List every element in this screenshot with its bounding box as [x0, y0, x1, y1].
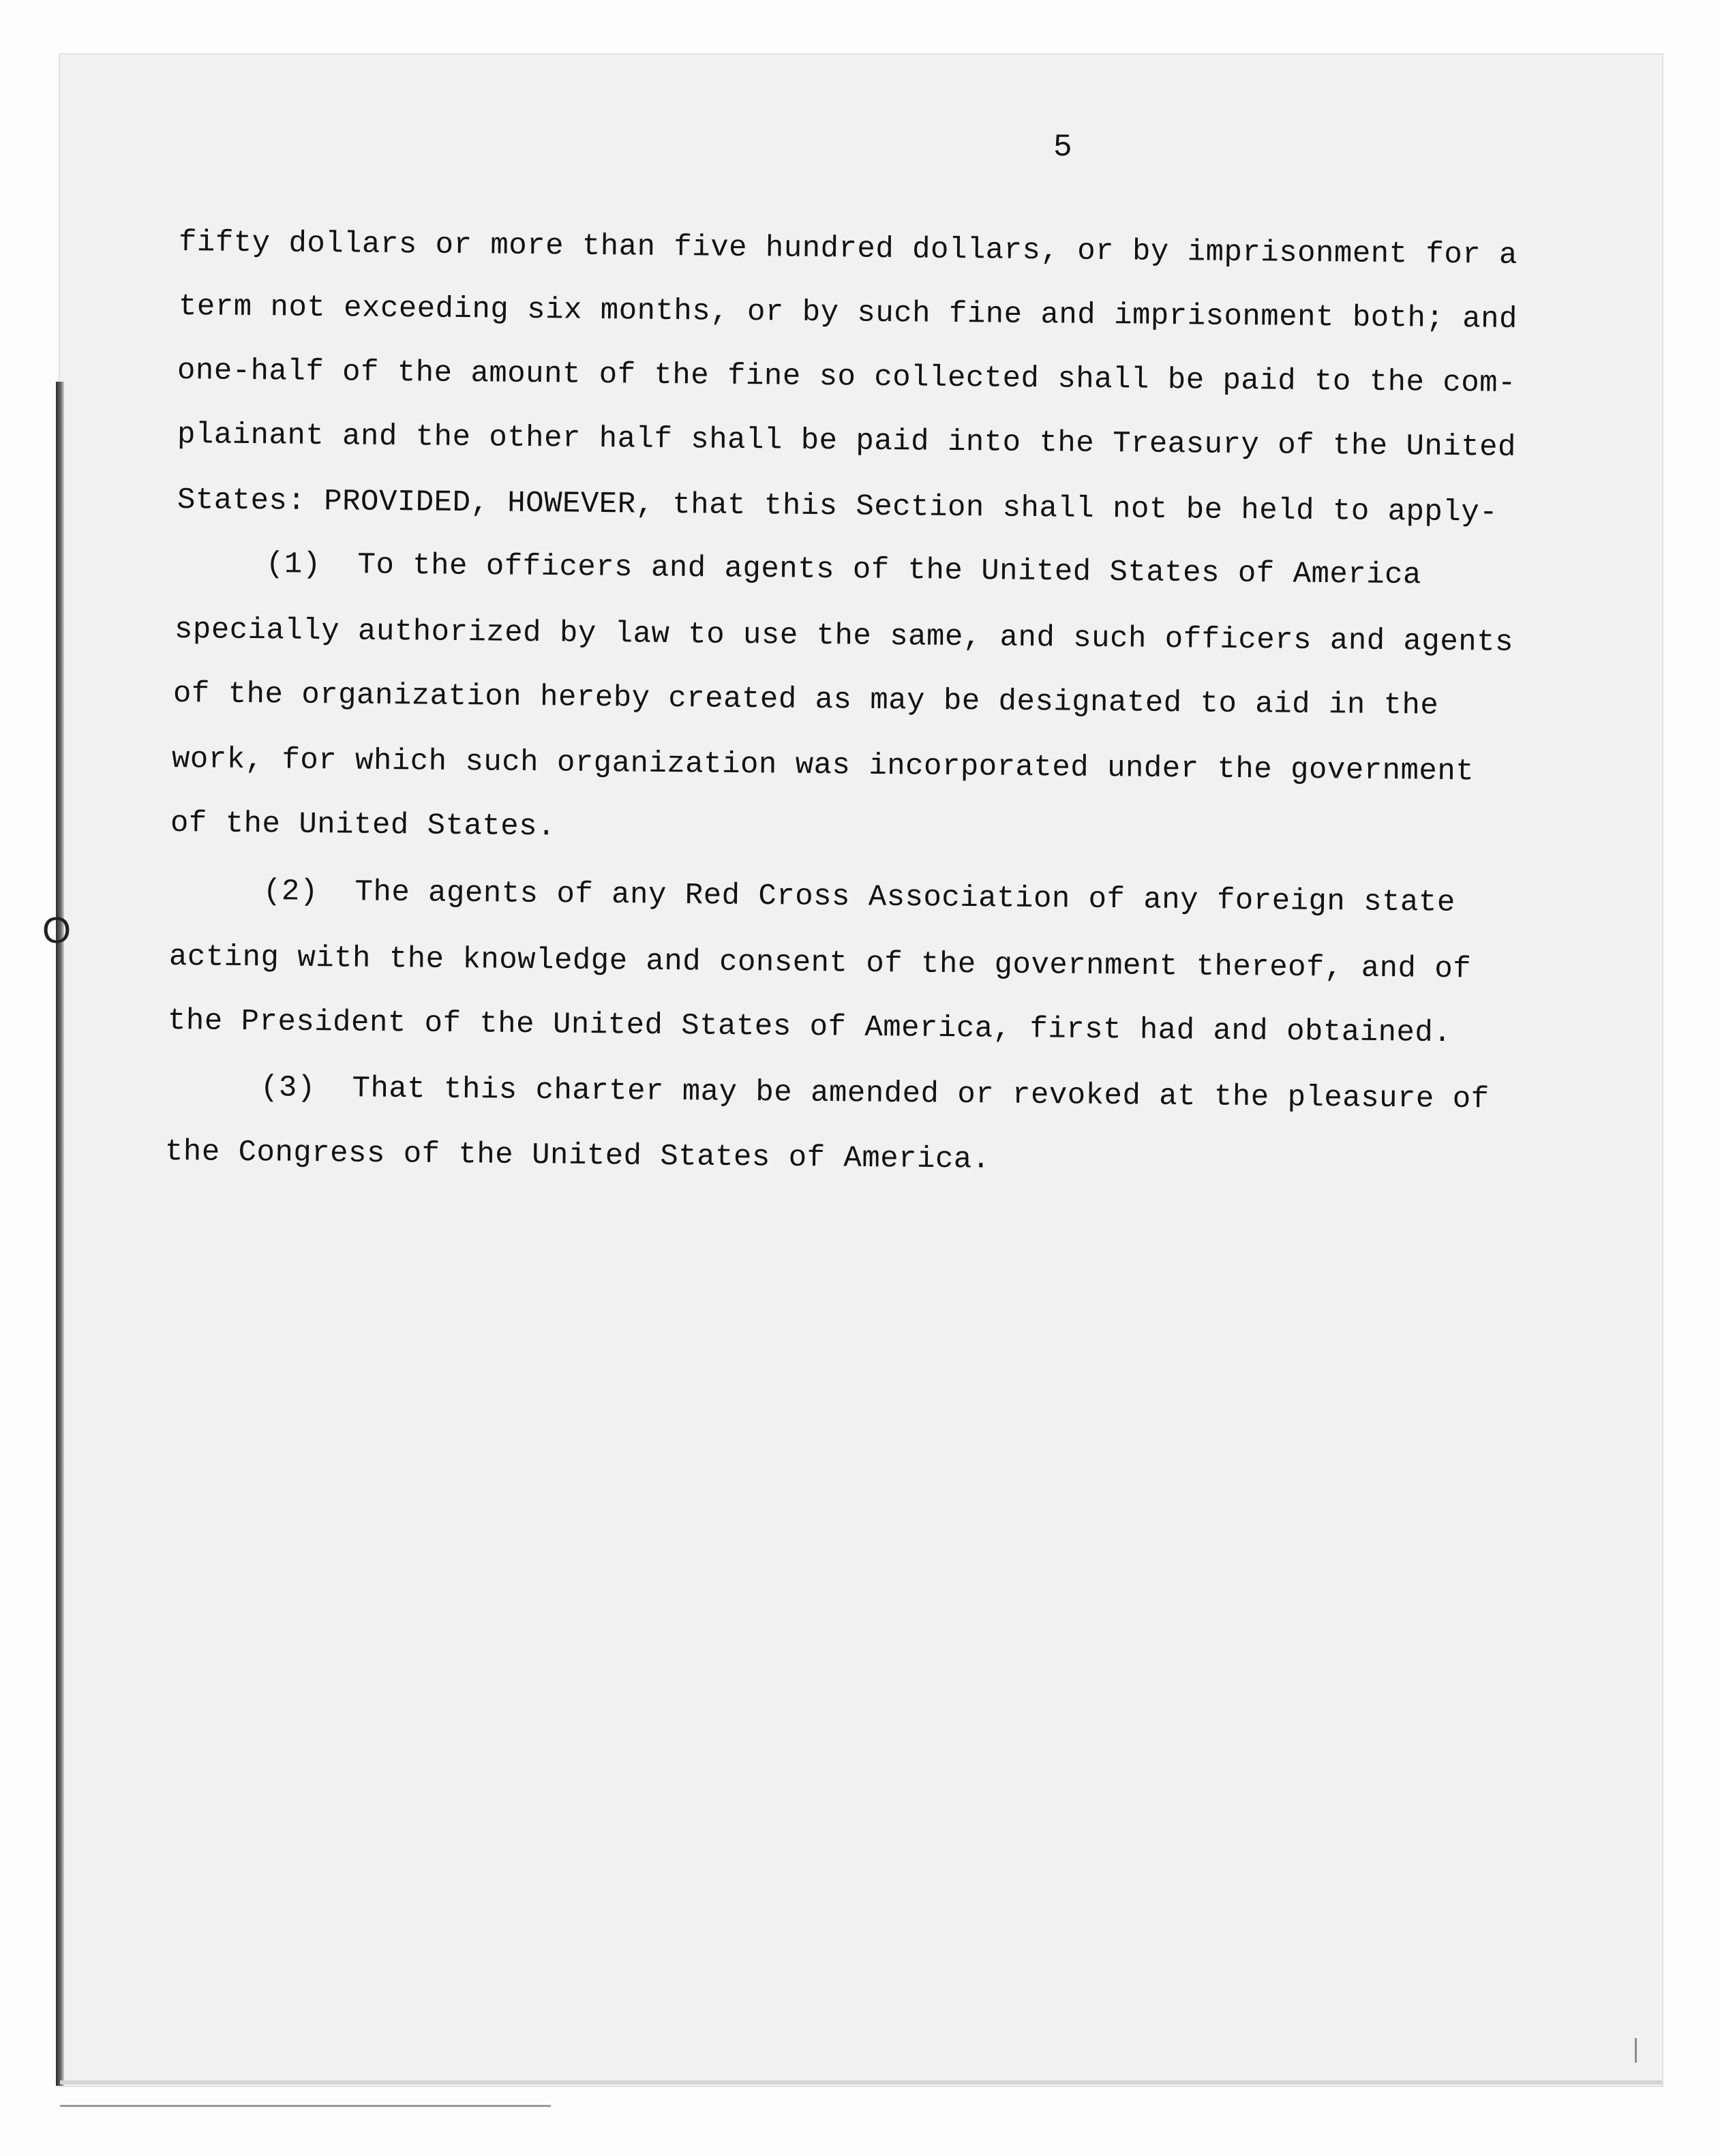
- text-line: of the United States.: [170, 806, 556, 845]
- text-line: plainant and the other half shall be paid into the Treasury of the United: [177, 418, 1517, 465]
- scan-edge-mark: [60, 2105, 551, 2107]
- text-line: specially authorized by law to use the same, and such officers and agents: [174, 613, 1514, 660]
- text-line: of the organization hereby created as may be designated to aid in the: [172, 677, 1439, 723]
- paper-bottom-edge: [60, 2080, 1662, 2084]
- scan-edge-mark-right: [1635, 2038, 1637, 2063]
- text-line: work, for which such organization was incorporated under the government: [171, 742, 1475, 789]
- text-line: fifty dollars or more than five hundred dollars, or by imprisonment for a: [178, 226, 1518, 273]
- clause-1-first-line: (1) To the officers and agents of the United States of America: [265, 547, 1422, 593]
- text-line: States: PROVIDED, HOWEVER, that this Section shall not be held to apply-: [177, 483, 1498, 530]
- clause-3-first-line: (3) That this charter may be amended or revoked at the pleasure of: [260, 1071, 1490, 1117]
- paper-left-edge: [56, 382, 64, 2086]
- margin-mark: O: [42, 910, 72, 951]
- text-line: acting with the knowledge and consent of the government thereof, and of: [168, 940, 1472, 987]
- clause-2-first-line: (2) The agents of any Red Cross Association of any foreign state: [262, 875, 1455, 920]
- page-number: 5: [1053, 130, 1072, 165]
- text-line: the President of the United States of America, first had and obtained.: [167, 1004, 1452, 1051]
- text-line: the Congress of the United States of America.: [164, 1135, 991, 1177]
- text-line: term not exceeding six months, or by such fine and imprisonment both; and: [178, 290, 1518, 337]
- text-line: one-half of the amount of the fine so collected shall be paid to the com-: [177, 354, 1517, 401]
